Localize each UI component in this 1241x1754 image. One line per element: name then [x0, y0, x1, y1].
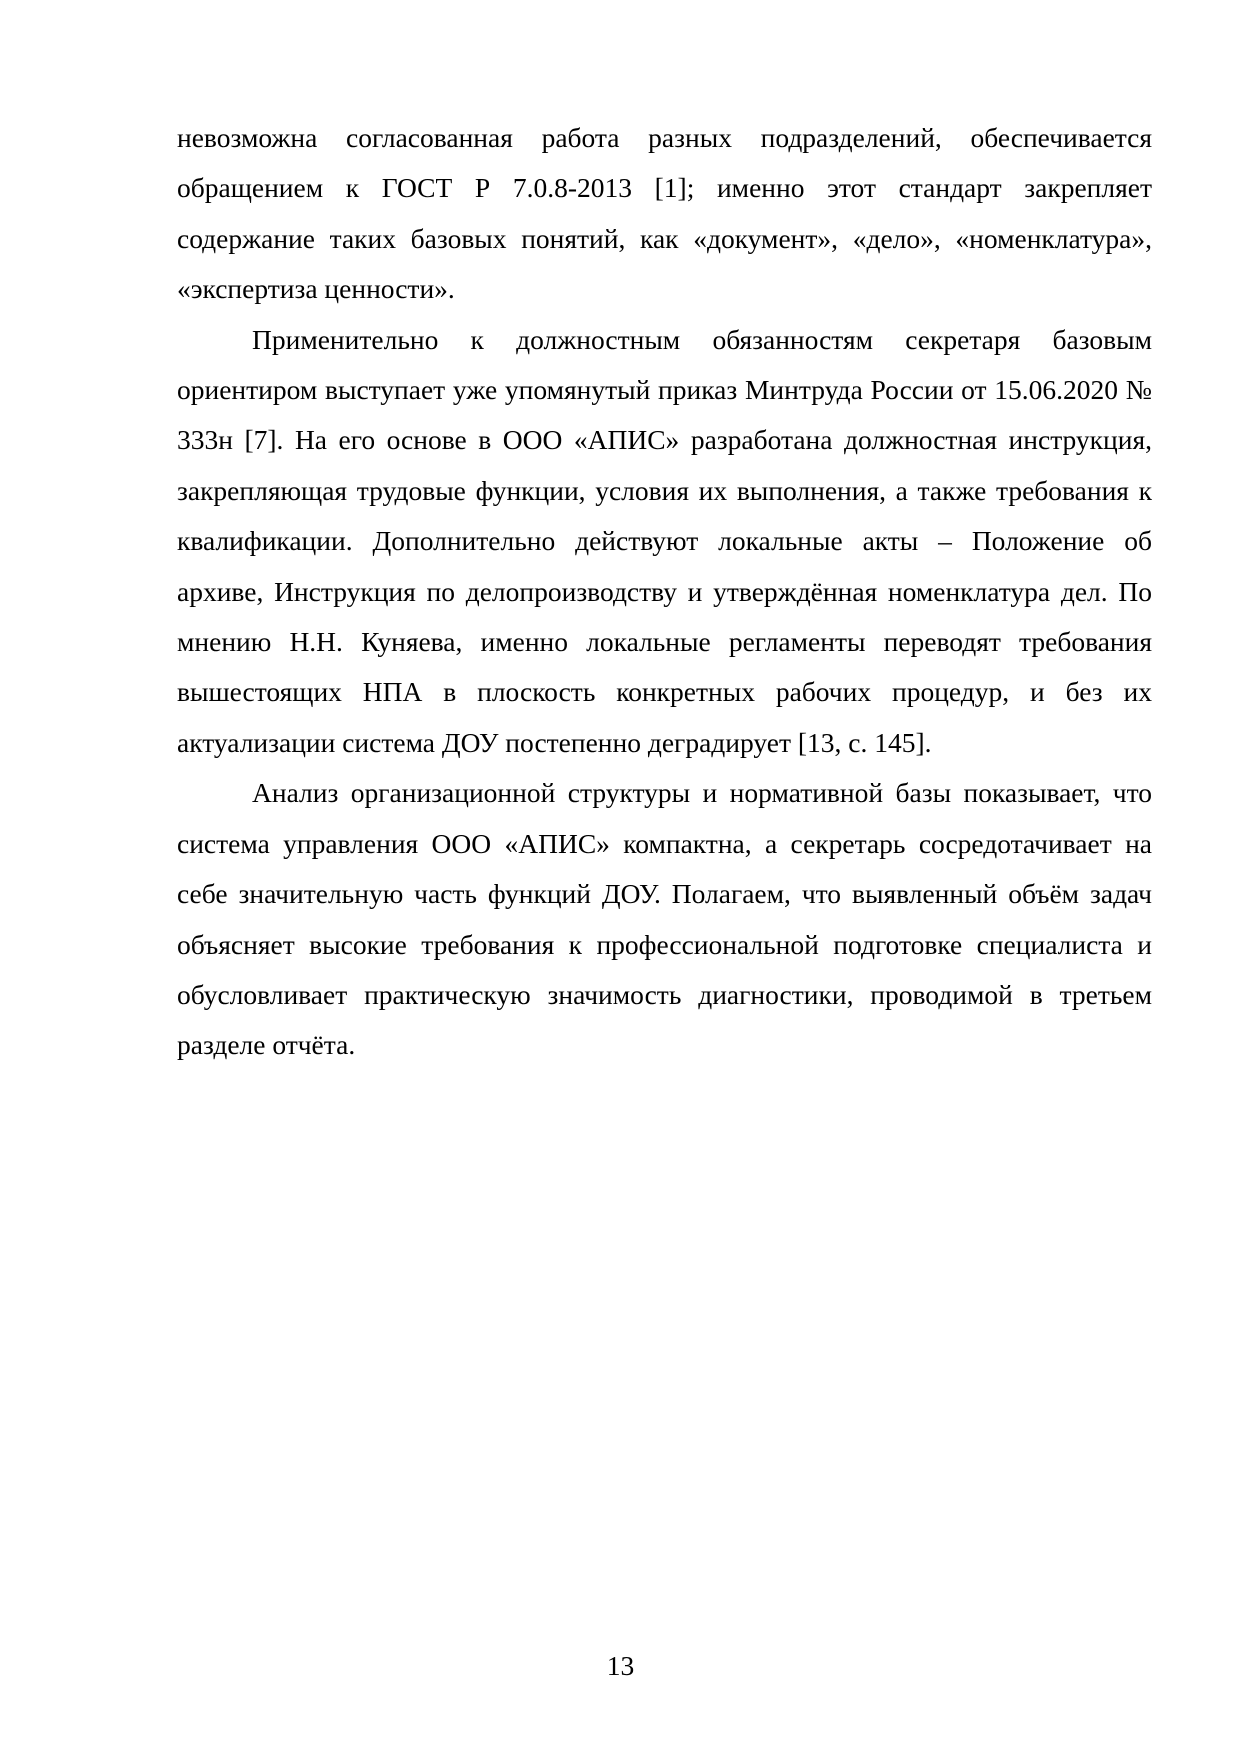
- paragraph-analysis-conclusion: Анализ организационной структуры и нормативной базы показывает, что система управления ООО «АПИС» компактна, а секретарь сосредотачивает на себе значительную часть функций ДОУ. Полагаем, что выявленный объём задач объясняет высокие требования к профессиональной подготовке специалиста и обусловливает практическую значимость диагностики, проводимой в третьем разделе отчёта.: [177, 777, 1152, 1061]
- paragraph-continuation: невозможна согласованная работа разных подразделений, обеспечивается обращением к ГОСТ Р 7.0.8-2013 [1]; именно этот стандарт закрепляет содержание таких базовых понятий, как «документ», «дело», «номенклатура», «экспертиза ценности».: [177, 122, 1152, 305]
- paragraph-regulations: Применительно к должностным обязанностям секретаря базовым ориентиром выступает уже упомянутый приказ Минтруда России от 15.06.2020 № 333н [7]. На его основе в ООО «АПИС» разработана должностная инструкция, закрепляющая трудовые функции, условия их выполнения, а также требования к квалификации. Дополнительно действуют локальные акты – Положение об архиве, Инструкция по делопроизводству и утверждённая номенклатура дел. По мнению Н.Н. Куняева, именно локальные регламенты переводят требования вышестоящих НПА в плоскость конкретных рабочих процедур, и без их актуализации система ДОУ постепенно деградирует [13, с. 145].: [177, 323, 1152, 758]
- document-body: [177, 113, 1152, 1071]
- page-number: 13: [606, 1650, 635, 1681]
